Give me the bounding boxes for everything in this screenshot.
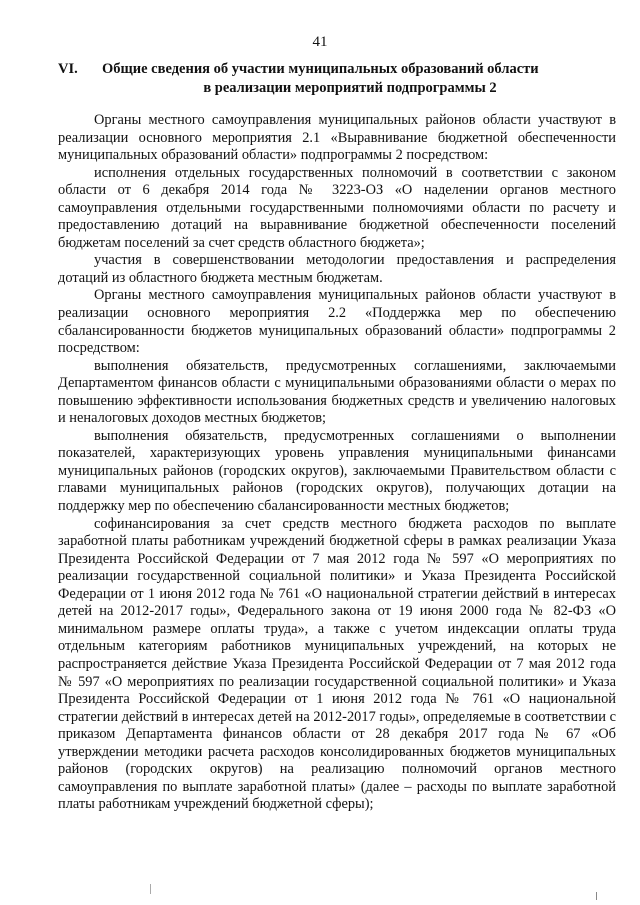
paragraph: выполнения обязательств, предусмотренных соглашениями, заключаемыми Департаментом финансов области с муниципальными образованиями области о мерах по повышению эффективности использования бюджетных средств и увеличению налоговых и неналоговых доходов местных бюджетов;	[58, 357, 616, 427]
section-heading	[58, 60, 584, 98]
paragraph: исполнения отдельных государственных полномочий в соответствии с законом области от 6 декабря 2014 года № 3223-ОЗ «О наделении органов местного самоуправления отдельными государственными полномочиями области по расчету и предоставлению дотаций на выравнивание бюджетной обеспеченности поселений бюджетам поселений за счет средств областного бюджета»;	[58, 164, 616, 251]
paragraph: Органы местного самоуправления муниципальных районов области участвуют в реализации основного мероприятия 2.1 «Выравнивание бюджетной обеспеченности муниципальных образований области» подпрограммы 2 посредством:	[58, 112, 616, 164]
section-title-line-1: Общие сведения об участии муниципальных образований области	[102, 61, 539, 77]
scan-artifact	[596, 892, 597, 900]
scan-artifact	[150, 884, 151, 894]
page-number: 41	[312, 34, 328, 50]
paragraph: Органы местного самоуправления муниципальных районов области участвуют в реализации основного мероприятия 2.2 «Поддержка мер по обеспечению сбалансированности бюджетов муниципальных образований области» подпрограммы 2 посредством:	[58, 287, 616, 357]
section-heading-line-1	[58, 60, 584, 79]
section-title-line-2: в реализации мероприятий подпрограммы 2	[203, 80, 497, 96]
section-number: VI.	[58, 61, 78, 77]
paragraph: выполнения обязательств, предусмотренных соглашениями о выполнении показателей, характеризующих уровень управления муниципальными финансами муниципальных районов (городских округов), заключаемыми Правительством области с главами муниципальных районов (городских округов), получающих дотации на поддержку мер по обеспечению сбалансированности местных бюджетов;	[58, 427, 616, 515]
paragraph: участия в совершенствовании методологии предоставления и распределения дотаций из областного бюджета местным бюджетам.	[58, 252, 616, 286]
paragraph: софинансирования за счет средств местного бюджета расходов по выплате заработной платы работникам учреждений бюджетной сферы в рамках реализации Указа Президента Российской Федерации от 7 мая 2012 года № 597 «О мероприятиях по реализации государственной социальной политики» и Указа Президента Российской Федерации от 1 июня 2012 года № 761 «О национальной стратегии действий в интересах детей на 2012-2017 годы», Федерального закона от 19 июня 2000 года № 82-ФЗ «О минимальном размере оплаты труда», а также с учетом индексации оплаты труда отдельным категориям работников муниципальных учреждений, на которых не распространяется действие Указа Президента Российской Федерации от 7 мая 2012 года № 597 «О мероприятиях по реализации государственной социальной политики» и Указа Президента Российской Федерации от 1 июня 2012 года № 761 «О национальной стратегии действий в интересах детей на 2012-2017 годы», определяемые в соответствии с приказом Департамента финансов области от 28 декабря 2017 года № 67 «Об утверждении методики расчета расходов консолидированных бюджетов муниципальных районов (городских округов) на реализацию полномочий органов местного самоуправления по выплате заработной платы» (далее – расходы по выплате заработной платы работникам учреждений бюджетной сферы);	[58, 515, 616, 813]
document-body	[58, 112, 616, 814]
